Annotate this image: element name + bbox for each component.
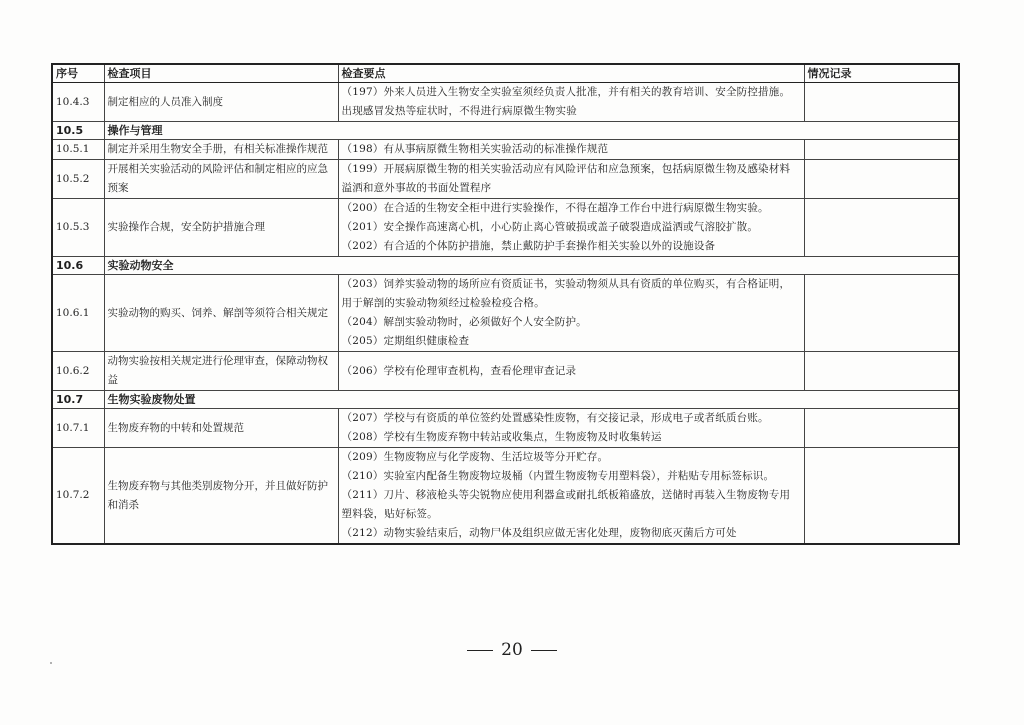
page-number xyxy=(0,640,1024,660)
check-point: （198）有从事病原微生物相关实验活动的标准操作规范 xyxy=(341,143,609,155)
check-point: （208）学校有生物废弃物中转站或收集点，生物废物及时收集转运 xyxy=(341,431,662,443)
check-point: （202）有合适的个体防护措施，禁止戴防护手套操作相关实验以外的设施设备 xyxy=(341,240,716,252)
check-item: 开展相关实验活动的风险评估和制定相应的应急预案 xyxy=(104,160,338,199)
item-number: 10.5.1 xyxy=(52,140,104,160)
item-number: 10.6.1 xyxy=(52,275,104,352)
check-item: 制定相应的人员准入制度 xyxy=(104,83,338,122)
check-points xyxy=(338,199,804,257)
check-points xyxy=(338,409,804,448)
check-item: 制定并采用生物安全手册，有相关标准操作规范 xyxy=(104,140,338,160)
check-item: 动物实验按相关规定进行伦理审查，保障动物权益 xyxy=(104,352,338,391)
header-points: 检查要点 xyxy=(338,64,804,83)
check-points xyxy=(338,160,804,199)
check-point: （205）定期组织健康检查 xyxy=(341,335,470,347)
table-row xyxy=(52,160,959,199)
check-points xyxy=(338,275,804,352)
item-number: 10.4.3 xyxy=(52,83,104,122)
item-number: 10.7.2 xyxy=(52,448,104,545)
check-point: （203）饲养实验动物的场所应有资质证书，实验动物须从具有资质的单位购买，有合格证明，用于解剖的实验动物须经过检验检疫合格。 xyxy=(341,278,791,309)
record-cell xyxy=(804,409,959,448)
record-cell xyxy=(804,352,959,391)
check-item: 生物废弃物与其他类别废物分开，并且做好防护和消杀 xyxy=(104,448,338,545)
section-title: 生物实验废物处置 xyxy=(104,391,959,409)
check-points xyxy=(338,83,804,122)
record-cell xyxy=(804,83,959,122)
page-number-text: 20 xyxy=(501,640,523,660)
table-header-row xyxy=(52,64,959,83)
section-row xyxy=(52,391,959,409)
check-item: 实验动物的购买、饲养、解剖等须符合相关规定 xyxy=(104,275,338,352)
section-row xyxy=(52,257,959,275)
item-number: 10.5.2 xyxy=(52,160,104,199)
inspection-table xyxy=(51,63,960,545)
table-row xyxy=(52,352,959,391)
header-record: 情况记录 xyxy=(804,64,959,83)
item-number: 10.7.1 xyxy=(52,409,104,448)
item-number: 10.6.2 xyxy=(52,352,104,391)
scan-speck xyxy=(50,662,52,664)
check-point: （211）刀片、移液枪头等尖锐物应使用利器盒或耐扎纸板箱盛放，送储时再装入生物废物专用塑料袋，贴好标签。 xyxy=(341,489,791,520)
table-row xyxy=(52,275,959,352)
check-point: （197）外来人员进入生物安全实验室须经负责人批准，并有相关的教育培训、安全防控措施。出现感冒发热等症状时，不得进行病原微生物实验 xyxy=(341,86,791,117)
check-point: （207）学校与有资质的单位签约处置感染性废物，有交接记录，形成电子或者纸质台账。 xyxy=(341,412,769,424)
record-cell xyxy=(804,160,959,199)
check-point: （209）生物废物应与化学废物、生活垃圾等分开贮存。 xyxy=(341,451,609,463)
table-row xyxy=(52,448,959,545)
record-cell xyxy=(804,448,959,545)
record-cell xyxy=(804,140,959,160)
check-point: （212）动物实验结束后，动物尸体及组织应做无害化处理，废物彻底灭菌后方可处 xyxy=(341,527,737,539)
check-points xyxy=(338,140,804,160)
page-number-dash-left xyxy=(467,650,493,651)
section-title: 操作与管理 xyxy=(104,122,959,140)
record-cell xyxy=(804,275,959,352)
check-points xyxy=(338,352,804,391)
check-item: 生物废弃物的中转和处置规范 xyxy=(104,409,338,448)
item-number: 10.5.3 xyxy=(52,199,104,257)
check-item: 实验操作合规，安全防护措施合理 xyxy=(104,199,338,257)
check-point: （206）学校有伦理审查机构，查看伦理审查记录 xyxy=(341,364,577,377)
table-row xyxy=(52,140,959,160)
page-number-dash-right xyxy=(531,650,557,651)
check-point: （199）开展病原微生物的相关实验活动应有风险评估和应急预案，包括病原微生物及感染材料溢洒和意外事故的书面处置程序 xyxy=(341,163,791,194)
check-point: （200）在合适的生物安全柜中进行实验操作，不得在超净工作台中进行病原微生物实验。 xyxy=(341,202,769,214)
table-row xyxy=(52,409,959,448)
record-cell xyxy=(804,199,959,257)
header-item: 检查项目 xyxy=(104,64,338,83)
section-title: 实验动物安全 xyxy=(104,257,959,275)
section-number: 10.5 xyxy=(52,122,104,140)
check-point: （204）解剖实验动物时，必须做好个人安全防护。 xyxy=(341,316,587,328)
header-no: 序号 xyxy=(52,64,104,83)
section-number: 10.7 xyxy=(52,391,104,409)
section-row xyxy=(52,122,959,140)
section-number: 10.6 xyxy=(52,257,104,275)
table-body xyxy=(52,83,959,545)
check-point: （201）安全操作高速离心机，小心防止离心管破损或盖子破裂造成溢洒或气溶胶扩散。 xyxy=(341,221,759,233)
check-point: （210）实验室内配备生物废物垃圾桶（内置生物废物专用塑料袋），并粘贴专用标签标识。 xyxy=(341,470,775,482)
table-row xyxy=(52,199,959,257)
table-row xyxy=(52,83,959,122)
check-points xyxy=(338,448,804,545)
